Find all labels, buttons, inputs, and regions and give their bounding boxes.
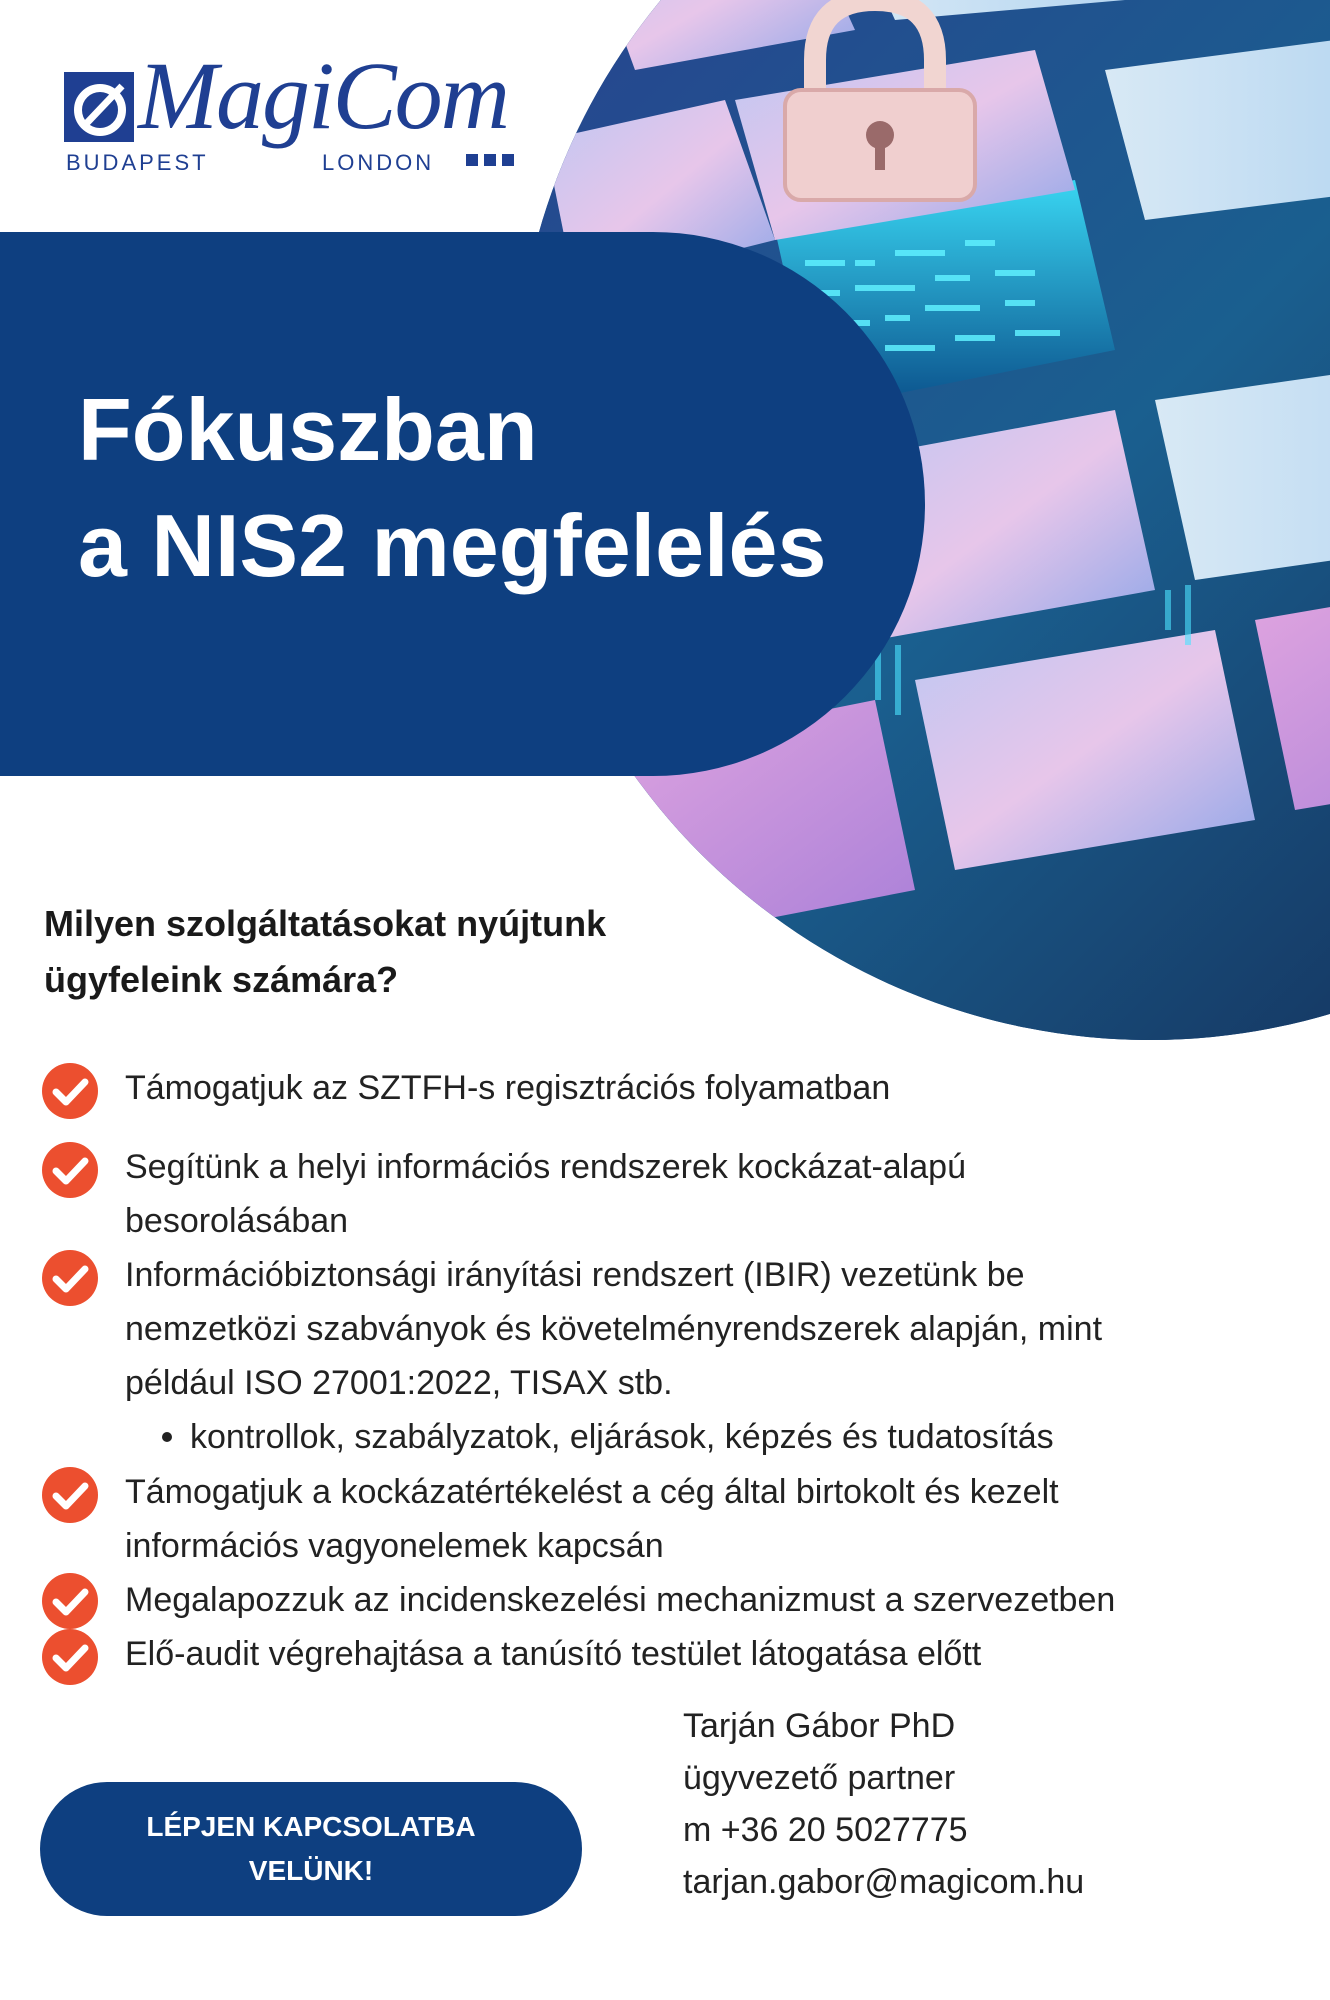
cta-line-2: VELÜNK! [248,1855,374,1886]
section-question [44,896,684,1008]
check-circle-icon [42,1573,98,1629]
service-text [125,1248,1275,1410]
service-line: Támogatjuk az SZTFH-s regisztrációs folyamatban [125,1069,891,1107]
service-text [125,1061,1275,1115]
service-text [125,1573,1275,1627]
check-circle-icon [42,1142,98,1198]
check-circle-icon [42,1063,98,1119]
question-line-1: Milyen szolgáltatásokat nyújtunk [44,903,607,944]
cta-line-1: LÉPJEN KAPCSOLATBA [146,1811,476,1842]
logo-square [502,154,514,166]
service-text [125,1627,1275,1681]
service-line: Elő-audit végrehajtása a tanúsító testület látogatása előtt [125,1635,982,1673]
logo-square [484,154,496,166]
logo-city-budapest: BUDAPEST [66,150,209,175]
logo-square [466,154,478,166]
service-text [125,1465,1275,1573]
service-line: Segítünk a helyi információs rendszerek kockázat-alapú [125,1148,966,1186]
check-circle-icon [42,1250,98,1306]
sub-bullet-item: kontrollok, szabályzatok, eljárások, képzés és tudatosítás [190,1418,1054,1456]
title-line-2: a NIS2 megfelelés [78,496,827,595]
title-line-1: Fókuszban [78,380,538,479]
page-title [78,372,918,604]
service-text [125,1140,1275,1248]
service-line: Információbiztonsági irányítási rendszert (IBIR) vezetünk be [125,1256,1025,1294]
question-line-2: ügyfeleink számára? [44,959,399,1000]
logo-city-london: LONDON [322,150,435,175]
service-line: Megalapozzuk az incidenskezelési mechanizmust a szervezetben [125,1581,1116,1619]
contact-phone[interactable]: m +36 20 5027775 [683,1811,968,1849]
service-line: Támogatjuk a kockázatértékelést a cég által birtokolt és kezelt [125,1473,1059,1511]
logo-wordmark: MagiCom [138,42,508,149]
magicom-logo [64,42,524,175]
check-circle-icon [42,1629,98,1685]
contact-email[interactable]: tarjan.gabor@magicom.hu [683,1863,1085,1901]
service-line: például ISO 27001:2022, TISAX stb. [125,1364,673,1402]
contact-role: ügyvezető partner [683,1759,956,1797]
check-circle-icon [42,1467,98,1523]
contact-name: Tarján Gábor PhD [683,1707,956,1745]
service-line: információs vagyonelemek kapcsán [125,1527,664,1565]
contact-block [683,1700,1303,1908]
logo-mark-icon [64,72,134,142]
contact-us-button[interactable] [40,1782,582,1916]
service-line: besorolásában [125,1202,349,1240]
bullet-dot [162,1432,172,1442]
service-line: nemzetközi szabványok és követelményrendszerek alapján, mint [125,1310,1103,1348]
